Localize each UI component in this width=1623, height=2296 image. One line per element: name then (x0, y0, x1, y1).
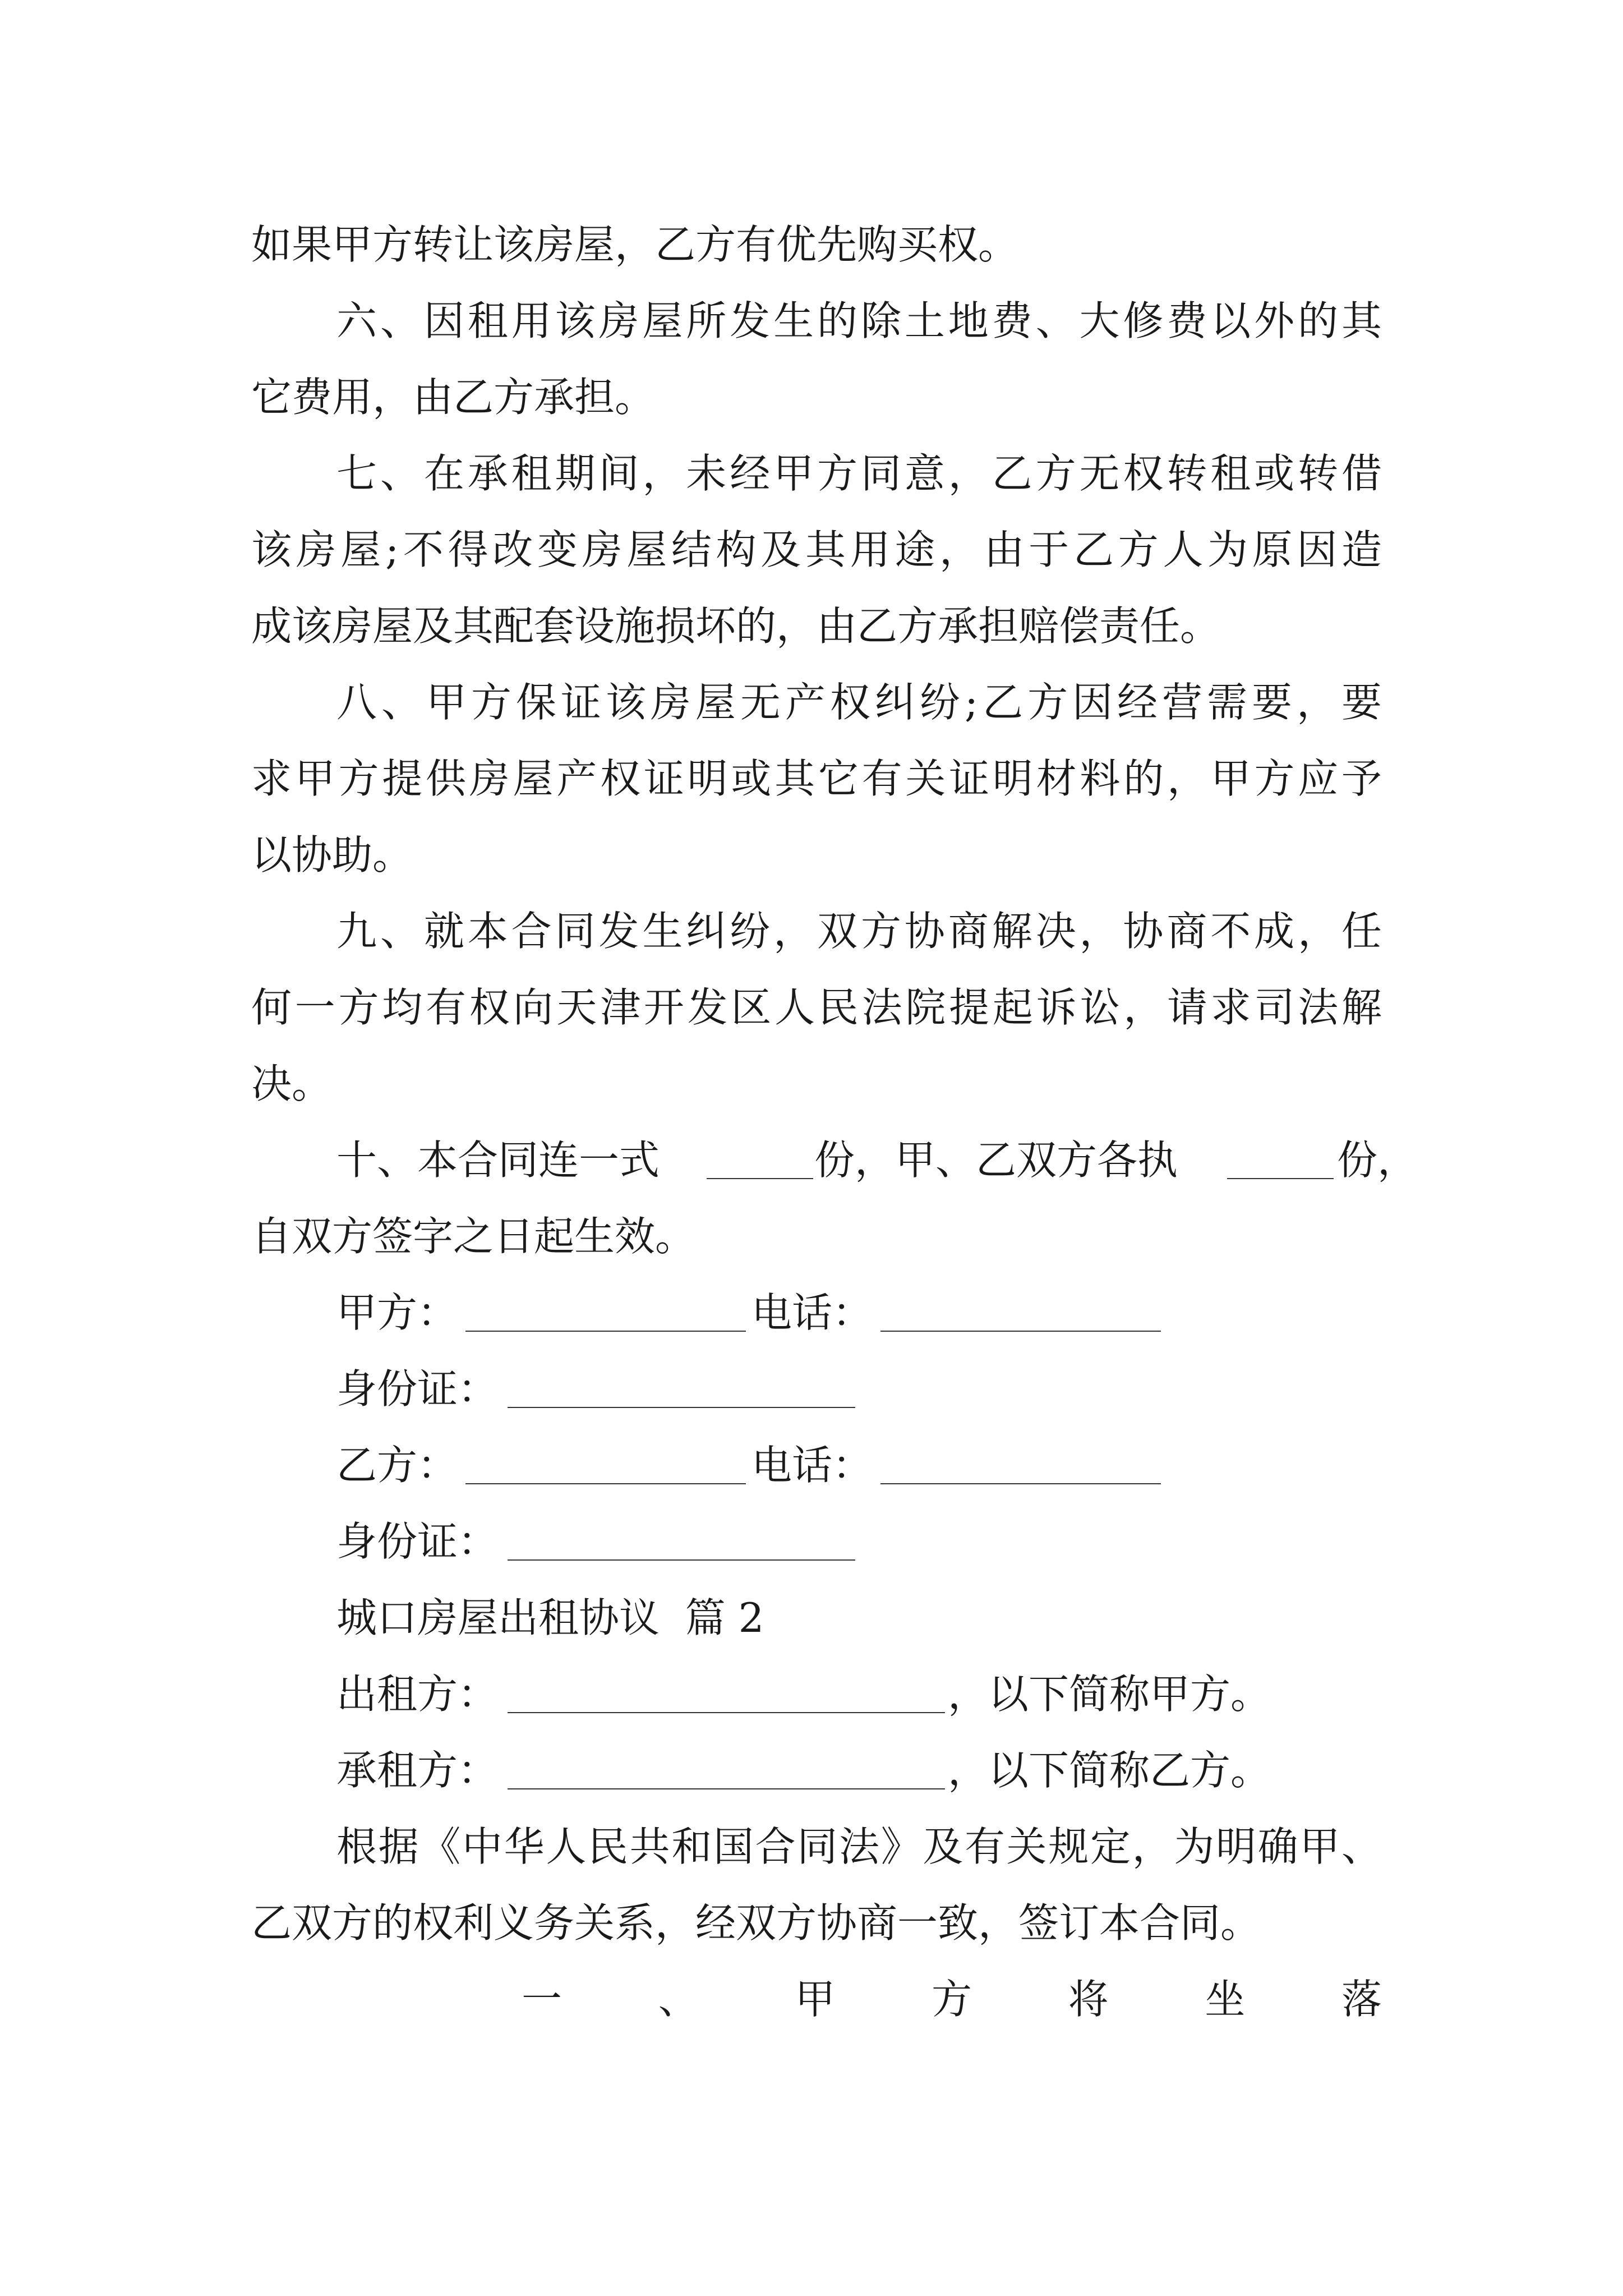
signature-line (0, 1351, 1623, 1427)
clause-7-text: 七、在承租期间，未经甲方同意，乙方无权转租或转借 (336, 450, 1382, 497)
lessor-line (0, 1656, 1623, 1732)
text-line (0, 1885, 1623, 1961)
text-line (0, 664, 1623, 740)
lessor-suffix: ，以下简称甲方。 (948, 1671, 1271, 1718)
text-line (0, 359, 1623, 435)
clause-9-text: 决。 (251, 1060, 333, 1107)
party-a-phone-label: 电话： (751, 1289, 873, 1336)
text-line (0, 817, 1623, 893)
party-a-label: 甲方： (336, 1289, 458, 1336)
text-line (0, 206, 1623, 283)
signature-line (0, 1427, 1623, 1503)
clause-10-text: 自双方签字之日起生效。 (251, 1213, 696, 1260)
party-b-phone-label: 电话： (751, 1442, 873, 1489)
party-b-phone-blank[interactable] (880, 1483, 1161, 1484)
party-b-id-blank[interactable] (508, 1559, 855, 1561)
section-heading-line (0, 1580, 1623, 1656)
clause-7-text: 该房屋;不得改变房屋结构及其用途，由于乙方人为原因造 (251, 526, 1382, 573)
clause-7-text: 成该房屋及其配套设施损坏的，由乙方承担赔偿责任。 (251, 602, 1221, 650)
text-line (0, 283, 1623, 359)
party-b-blank[interactable] (465, 1483, 746, 1484)
text-line (0, 893, 1623, 969)
text-line (0, 1961, 1623, 2037)
text-line (0, 969, 1623, 1046)
text-line (0, 1809, 1623, 1885)
clause-10-text: 份， (1337, 1137, 1418, 1184)
copies-total-blank[interactable] (707, 1178, 813, 1179)
clause-6-text: 它费用，由乙方承担。 (251, 374, 656, 421)
lessee-line (0, 1732, 1623, 1809)
clause-10-text: 份，甲、乙双方各执 (814, 1137, 1178, 1184)
lessor-blank[interactable] (508, 1712, 945, 1713)
section-2-heading: 城口房屋出租协议 篇 2 (336, 1594, 764, 1641)
lessee-label: 承租方： (336, 1747, 499, 1794)
clause-10-text: 十、本合同连一式 (336, 1137, 660, 1184)
party-a-id-blank[interactable] (508, 1407, 855, 1408)
text-line (0, 435, 1623, 512)
copies-each-blank[interactable] (1227, 1178, 1334, 1179)
text-line (0, 588, 1623, 664)
clause-6-text: 六、因租用该房屋所发生的除土地费、大修费以外的其 (336, 297, 1382, 344)
text-line (0, 512, 1623, 588)
party-b-label: 乙方： (336, 1442, 458, 1489)
party-a-blank[interactable] (465, 1331, 746, 1332)
intro-text: 乙双方的权利义务关系，经双方协商一致，签订本合同。 (251, 1899, 1261, 1947)
text-line (0, 1046, 1623, 1122)
clause-8-text: 八、甲方保证该房屋无产权纠纷;乙方因经营需要，要 (336, 679, 1382, 726)
clause-8-text: 以协助。 (251, 831, 413, 878)
paragraph-text: 如果甲方转让该房屋，乙方有优先购买权。 (251, 221, 1019, 268)
party-a-phone-blank[interactable] (880, 1331, 1161, 1332)
text-line (0, 1122, 1623, 1198)
clause-9-text: 九、就本合同发生纠纷，双方协商解决，协商不成，任 (336, 908, 1382, 955)
clause-8-text: 求甲方提供房屋产权证明或其它有关证明材料的，甲方应予 (251, 755, 1382, 802)
lessee-suffix: ，以下简称乙方。 (948, 1747, 1271, 1794)
lessee-blank[interactable] (508, 1788, 945, 1789)
lessor-label: 出租方： (336, 1671, 499, 1718)
text-line (0, 740, 1623, 817)
party-b-id-label: 身份证： (336, 1518, 499, 1565)
text-line (0, 1198, 1623, 1274)
signature-line (0, 1503, 1623, 1580)
intro-text: 根据《中华人民共和国合同法》及有关规定，为明确甲、 (336, 1823, 1382, 1870)
signature-line (0, 1274, 1623, 1351)
clause-9-text: 何一方均有权向天津开发区人民法院提起诉讼，请求司法解 (251, 984, 1382, 1031)
clause-1-start: 一、甲方将坐落 (522, 1976, 1382, 2023)
party-a-id-label: 身份证： (336, 1365, 499, 1412)
